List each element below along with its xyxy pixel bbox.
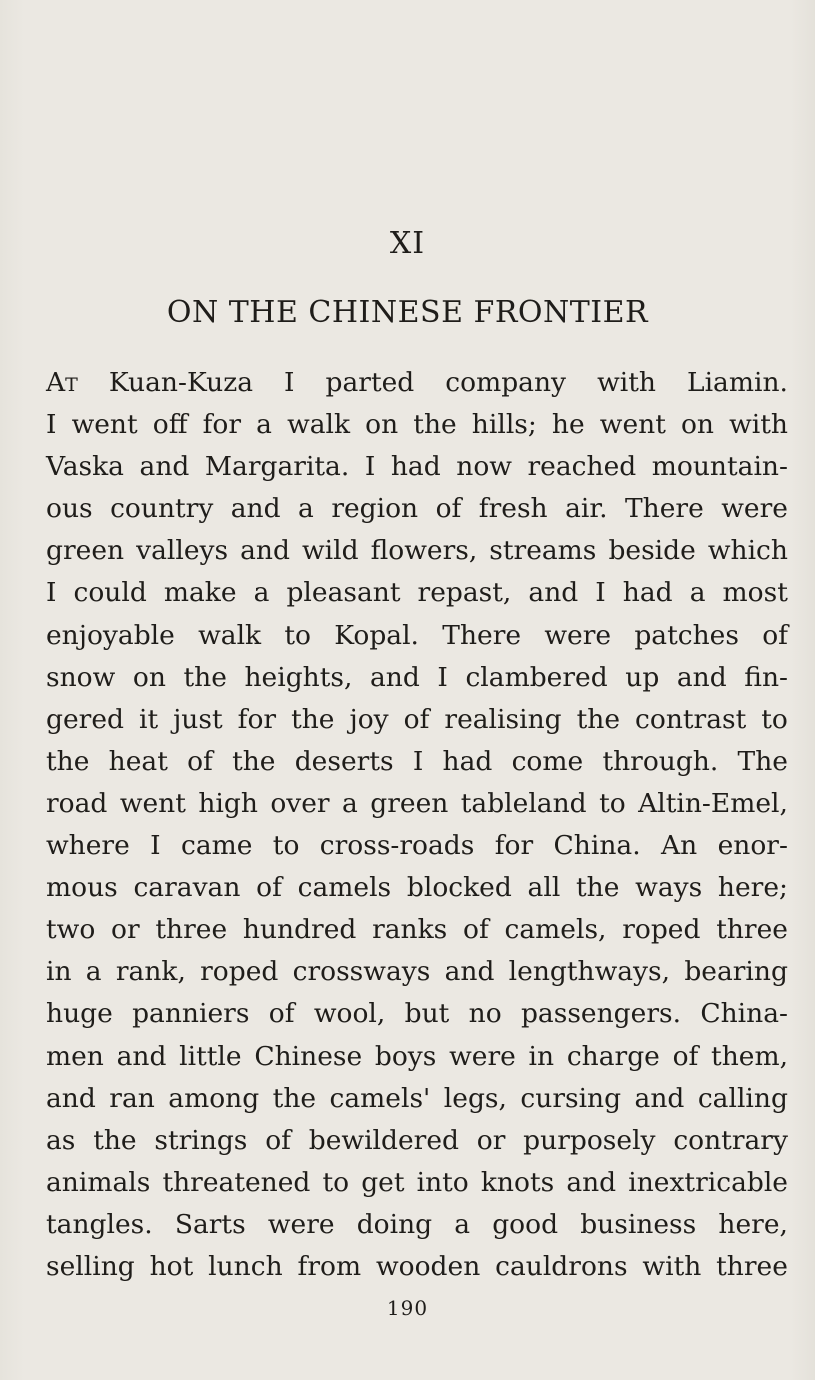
word: on: [680, 409, 714, 441]
word: a: [298, 493, 314, 525]
word: cauldrons: [495, 1250, 628, 1282]
chapter-number: XI: [389, 226, 426, 261]
word: China.: [553, 830, 641, 862]
word: roped: [622, 914, 701, 946]
word: road: [46, 787, 108, 819]
word: could: [73, 577, 147, 609]
word: I: [46, 577, 57, 609]
word: roped: [200, 956, 279, 988]
word: selling: [46, 1250, 135, 1282]
text-line: [46, 741, 788, 783]
word: legs,: [443, 1082, 507, 1114]
word: I: [412, 745, 424, 777]
word: repast,: [417, 577, 512, 609]
word: with: [597, 367, 656, 398]
word: heights,: [244, 661, 353, 693]
word: Kuan-Kuza: [108, 367, 253, 398]
word: tableland: [460, 787, 587, 819]
word: went: [71, 409, 138, 441]
text-line: [46, 825, 788, 867]
word: on: [132, 661, 166, 693]
word: a: [85, 956, 102, 988]
word: country: [110, 493, 214, 525]
word: and: [528, 577, 579, 609]
word: ways: [635, 872, 703, 904]
word: the: [46, 745, 90, 777]
word: to: [599, 787, 626, 819]
text-line: [46, 488, 788, 530]
word: all: [527, 872, 561, 904]
word: There: [625, 493, 704, 525]
text-line: [46, 867, 788, 909]
word: up: [625, 661, 660, 693]
word: wool,: [313, 998, 386, 1030]
word: Kopal.: [334, 619, 419, 651]
word: realising: [444, 703, 562, 735]
word: enjoyable: [46, 619, 175, 651]
word: the: [413, 409, 457, 441]
word: crossways: [292, 956, 431, 988]
word: a: [689, 577, 706, 609]
word: contrast: [635, 703, 747, 735]
word: the: [291, 703, 335, 735]
word: of: [672, 1040, 699, 1072]
word: off: [152, 409, 188, 441]
word: Vaska: [46, 451, 124, 483]
word: purposely: [523, 1124, 656, 1156]
word: to: [284, 619, 311, 651]
text-line: [46, 615, 788, 657]
word: make: [163, 577, 237, 609]
word: doing: [356, 1208, 433, 1240]
word: flowers,: [370, 535, 478, 567]
word: had: [442, 745, 493, 777]
text-line: [46, 572, 788, 614]
word: no: [468, 998, 502, 1030]
word: to: [761, 703, 788, 735]
word: streams: [489, 535, 597, 567]
word: and: [139, 451, 190, 483]
word: or: [476, 1124, 506, 1156]
word: the: [272, 1082, 317, 1114]
word: bearing: [684, 956, 788, 988]
word: or: [111, 914, 140, 946]
word: cross-roads: [319, 830, 475, 862]
word: fin-: [744, 661, 788, 693]
word: of: [268, 998, 295, 1030]
word: lunch: [208, 1250, 283, 1282]
text-line: [46, 362, 788, 404]
word: parted: [325, 367, 415, 398]
word: reached: [527, 451, 637, 483]
word: high: [198, 787, 258, 819]
word: air.: [565, 493, 608, 525]
word: knots: [480, 1166, 555, 1198]
text-line: [46, 1120, 788, 1162]
word: I: [150, 830, 161, 862]
word: two: [46, 914, 96, 946]
text-line: [46, 783, 788, 825]
word: wild: [301, 535, 359, 567]
text-line: [46, 446, 788, 488]
word: snow: [46, 661, 116, 693]
word: a: [342, 787, 358, 819]
word: and: [634, 1082, 685, 1114]
text-line: [46, 993, 788, 1035]
word: camels': [329, 1082, 431, 1114]
word: good: [492, 1208, 559, 1240]
word: business: [580, 1208, 697, 1240]
word: for: [494, 830, 534, 862]
text-line: [46, 699, 788, 741]
word: An: [661, 830, 698, 862]
word: and: [240, 535, 290, 567]
word: men: [46, 1040, 104, 1072]
word: where: [46, 830, 130, 862]
word: of: [187, 745, 213, 777]
page-number: 190: [386, 1296, 429, 1320]
word: get: [361, 1166, 405, 1198]
word: a: [256, 409, 272, 441]
word: tangles.: [46, 1208, 153, 1240]
text-line: [46, 1036, 788, 1078]
word: caravan: [133, 872, 241, 904]
word: Sarts: [174, 1208, 246, 1240]
word: Altin-Emel,: [638, 787, 788, 819]
word: hot: [149, 1250, 194, 1282]
word: here;: [717, 872, 788, 904]
word: a: [253, 577, 270, 609]
word: At: [46, 367, 78, 398]
word: company: [445, 367, 567, 398]
word: calling: [697, 1082, 788, 1114]
word: of: [256, 872, 282, 904]
word: I: [437, 661, 448, 693]
chapter-title: ON THE CHINESE FRONTIER: [166, 295, 649, 330]
word: walk: [287, 409, 351, 441]
word: boys: [374, 1040, 437, 1072]
word: come: [511, 745, 584, 777]
text-line: [46, 951, 788, 993]
word: the: [576, 703, 621, 735]
word: heat: [108, 745, 168, 777]
word: went: [119, 787, 186, 819]
word: I: [364, 451, 376, 483]
word: the: [576, 872, 620, 904]
word: I: [595, 577, 606, 609]
word: but: [404, 998, 450, 1030]
word: I: [46, 409, 57, 441]
word: as: [46, 1124, 76, 1156]
word: patches: [634, 619, 739, 651]
word: for: [237, 703, 277, 735]
word: cursing: [520, 1082, 622, 1114]
word: wooden: [375, 1250, 481, 1282]
word: and: [116, 1040, 167, 1072]
word: for: [202, 409, 242, 441]
word: threatened: [162, 1166, 311, 1198]
word: little: [179, 1040, 242, 1072]
word: China-: [700, 998, 788, 1030]
word: animals: [46, 1166, 151, 1198]
word: inextricable: [628, 1166, 788, 1198]
word: mountain-: [651, 451, 788, 483]
word: here,: [718, 1208, 788, 1240]
word: in: [528, 1040, 555, 1072]
word: hundred: [242, 914, 357, 946]
word: and: [370, 661, 420, 693]
word: the: [183, 661, 227, 693]
word: region: [331, 493, 419, 525]
word: to: [272, 830, 300, 862]
word: he: [551, 409, 585, 441]
word: had: [390, 451, 441, 483]
word: clambered: [465, 661, 608, 693]
word: and: [444, 956, 495, 988]
word: came: [180, 830, 253, 862]
word: three: [716, 1250, 788, 1282]
word: into: [416, 1166, 469, 1198]
word: huge: [46, 998, 113, 1030]
word: and: [676, 661, 727, 693]
text-line: [46, 1078, 788, 1120]
word: three: [155, 914, 228, 946]
text-line: [46, 909, 788, 951]
word: went: [599, 409, 666, 441]
body-paragraph: [46, 362, 788, 1288]
word: just: [173, 703, 223, 735]
word: charge: [566, 1040, 660, 1072]
word: Margarita.: [204, 451, 350, 483]
text-line: [46, 1204, 788, 1246]
word: a: [454, 1208, 471, 1240]
word: which: [707, 535, 788, 567]
word: were: [449, 1040, 516, 1072]
word: ranks: [372, 914, 448, 946]
word: lengthways,: [508, 956, 671, 988]
word: had: [622, 577, 673, 609]
word: of: [435, 493, 462, 525]
word: of: [265, 1124, 291, 1156]
text-line: [46, 1246, 788, 1288]
text-line: [46, 404, 788, 446]
word: them,: [711, 1040, 788, 1072]
word: hills;: [471, 409, 537, 441]
word: from: [297, 1250, 362, 1282]
word: with: [729, 409, 788, 441]
word: and: [566, 1166, 617, 1198]
word: mous: [46, 872, 118, 904]
word: the: [93, 1124, 137, 1156]
word: through.: [602, 745, 719, 777]
word: ran: [109, 1082, 155, 1114]
word: and: [46, 1082, 96, 1114]
word: deserts: [294, 745, 394, 777]
word: most: [722, 577, 788, 609]
word: of: [463, 914, 489, 946]
word: pleasant: [286, 577, 401, 609]
word: over: [270, 787, 330, 819]
word: in: [46, 956, 72, 988]
word: of: [403, 703, 430, 735]
word: The: [737, 745, 788, 777]
word: were: [721, 493, 788, 525]
word: were: [544, 619, 612, 651]
word: green: [46, 535, 125, 567]
word: valleys: [136, 535, 229, 567]
word: contrary: [673, 1124, 788, 1156]
word: walk: [198, 619, 262, 651]
word: green: [370, 787, 449, 819]
word: three: [716, 914, 788, 946]
word: blocked: [406, 872, 512, 904]
word: strings: [154, 1124, 248, 1156]
word: camels: [297, 872, 392, 904]
word: gered: [46, 703, 124, 735]
word: ous: [46, 493, 93, 525]
word: enor-: [717, 830, 788, 862]
word: the: [232, 745, 276, 777]
word: it: [138, 703, 159, 735]
text-line: [46, 1162, 788, 1204]
word: panniers: [132, 998, 250, 1030]
word: camels,: [504, 914, 607, 946]
word: Liamin.: [686, 367, 788, 398]
word: bewildered: [308, 1124, 459, 1156]
word: were: [267, 1208, 335, 1240]
word: I: [284, 367, 295, 398]
word: rank,: [115, 956, 186, 988]
text-line: [46, 657, 788, 699]
word: now: [456, 451, 512, 483]
word: and: [230, 493, 281, 525]
word: to: [322, 1166, 350, 1198]
word: fresh: [478, 493, 548, 525]
word: passengers.: [520, 998, 682, 1030]
word: of: [762, 619, 788, 651]
text-line: [46, 530, 788, 572]
word: with: [642, 1250, 702, 1282]
word: beside: [608, 535, 696, 567]
word: joy: [349, 703, 389, 735]
word: on: [365, 409, 399, 441]
word: among: [168, 1082, 260, 1114]
word: There: [442, 619, 522, 651]
word: Chinese: [254, 1040, 363, 1072]
